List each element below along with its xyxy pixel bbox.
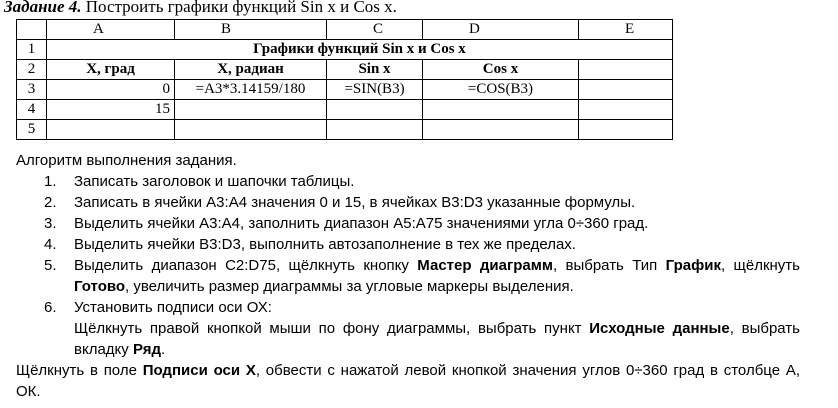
column-header-row (17, 20, 673, 40)
cell-b5[interactable] (175, 120, 327, 140)
step-text: Установить подписи оси ОХ: (74, 299, 272, 316)
step-number: 4. (44, 236, 57, 253)
chart-title-cell[interactable]: Графики функций Sin x и Cos x (47, 40, 673, 60)
step-text: , увеличить размер диаграммы за угловые маркеры выделения. (125, 278, 574, 295)
spreadsheet-table (16, 19, 673, 140)
step-text: Выделить диапазон C2:D75, щёлкнуть кнопку (74, 257, 418, 274)
step-number: 6. (44, 299, 57, 316)
step-text: Выделить ячейки А3:А4, заполнить диапазон А5:А75 значениями угла 0÷360 град. (74, 215, 649, 232)
step-text: Записать заголовок и шапочки таблицы. (74, 173, 355, 190)
cell-d3[interactable]: =COS(B3) (423, 80, 579, 100)
chart-type-term: График (665, 257, 721, 274)
cell-c4[interactable] (327, 100, 423, 120)
column-header-e[interactable]: E (579, 20, 673, 40)
step-text: Записать в ячейки А3:А4 значения 0 и 15, в ячейках В3:D3 указанные формулы. (74, 194, 636, 211)
task-label: Задание 4. (4, 0, 82, 16)
step-item (16, 213, 800, 234)
step-item (16, 297, 800, 318)
cell-c5[interactable] (327, 120, 423, 140)
instructions (16, 150, 800, 402)
cell-e3[interactable] (579, 80, 673, 100)
step-number: 2. (44, 194, 57, 211)
row-header-1[interactable]: 1 (17, 40, 47, 60)
cell-a2[interactable]: X, град (47, 60, 175, 80)
row-header-2[interactable]: 2 (17, 60, 47, 80)
table-row (17, 60, 673, 80)
cell-e5[interactable] (579, 120, 673, 140)
step-text: Выделить ячейки В3:D3, выполнить автозаполнение в тех же пределах. (74, 236, 576, 253)
cell-b4[interactable] (175, 100, 327, 120)
row-header-4[interactable]: 4 (17, 100, 47, 120)
step-item (16, 255, 800, 297)
cell-c3[interactable]: =SIN(B3) (327, 80, 423, 100)
table-row (17, 40, 673, 60)
row-header-3[interactable]: 3 (17, 80, 47, 100)
source-data-term: Исходные данные (589, 320, 730, 337)
step-number: 3. (44, 215, 57, 232)
algorithm-heading: Алгоритм выполнения задания. (16, 152, 237, 169)
steps-list (16, 171, 800, 318)
cell-a4[interactable]: 15 (47, 100, 175, 120)
cell-d5[interactable] (423, 120, 579, 140)
task-title (4, 0, 397, 17)
column-header-d[interactable]: D (423, 20, 579, 40)
axis-labels-term: Подписи оси Х (142, 362, 256, 379)
cell-e2[interactable] (579, 60, 673, 80)
cell-d4[interactable] (423, 100, 579, 120)
closing-text: , обвести с нажатой левой кнопкой значения углов 0÷360 град в столбце А, ОК. (16, 362, 800, 400)
cell-a3[interactable]: 0 (47, 80, 175, 100)
task-text: Построить графики функций Sin x и Cos x. (81, 0, 397, 16)
step-item (16, 171, 800, 192)
table-row (17, 100, 673, 120)
step-number: 1. (44, 173, 57, 190)
cell-d2[interactable]: Cos x (423, 60, 579, 80)
table-row (17, 80, 673, 100)
chart-wizard-term: Мастер диаграмм (417, 257, 553, 274)
step-text: , выбрать вкладку (74, 320, 800, 358)
finish-term: Готово (74, 278, 126, 295)
row-header-5[interactable]: 5 (17, 120, 47, 140)
step-item (16, 234, 800, 255)
cell-c2[interactable]: Sin x (327, 60, 423, 80)
closing-text: Щёлкнуть в поле (16, 362, 143, 379)
step-text: . (161, 341, 166, 358)
series-tab-term: Ряд (132, 341, 162, 358)
step-text: Щёлкнуть правой кнопкой мыши по фону диаграммы, выбрать пункт (74, 320, 590, 337)
step-number: 5. (44, 257, 57, 274)
step-text: , выбрать Тип (552, 257, 666, 274)
step-6-detail (16, 318, 800, 360)
cell-e4[interactable] (579, 100, 673, 120)
column-header-c[interactable]: C (327, 20, 423, 40)
closing-instruction (16, 360, 800, 402)
step-text: , щёлкнуть (720, 257, 800, 274)
cell-a5[interactable] (47, 120, 175, 140)
column-header-a[interactable]: A (47, 20, 175, 40)
column-header-b[interactable]: B (175, 20, 327, 40)
cell-b3[interactable]: =A3*3.14159/180 (175, 80, 327, 100)
table-row (17, 120, 673, 140)
step-item (16, 192, 800, 213)
corner-cell[interactable] (17, 20, 47, 40)
cell-b2[interactable]: X, радиан (175, 60, 327, 80)
